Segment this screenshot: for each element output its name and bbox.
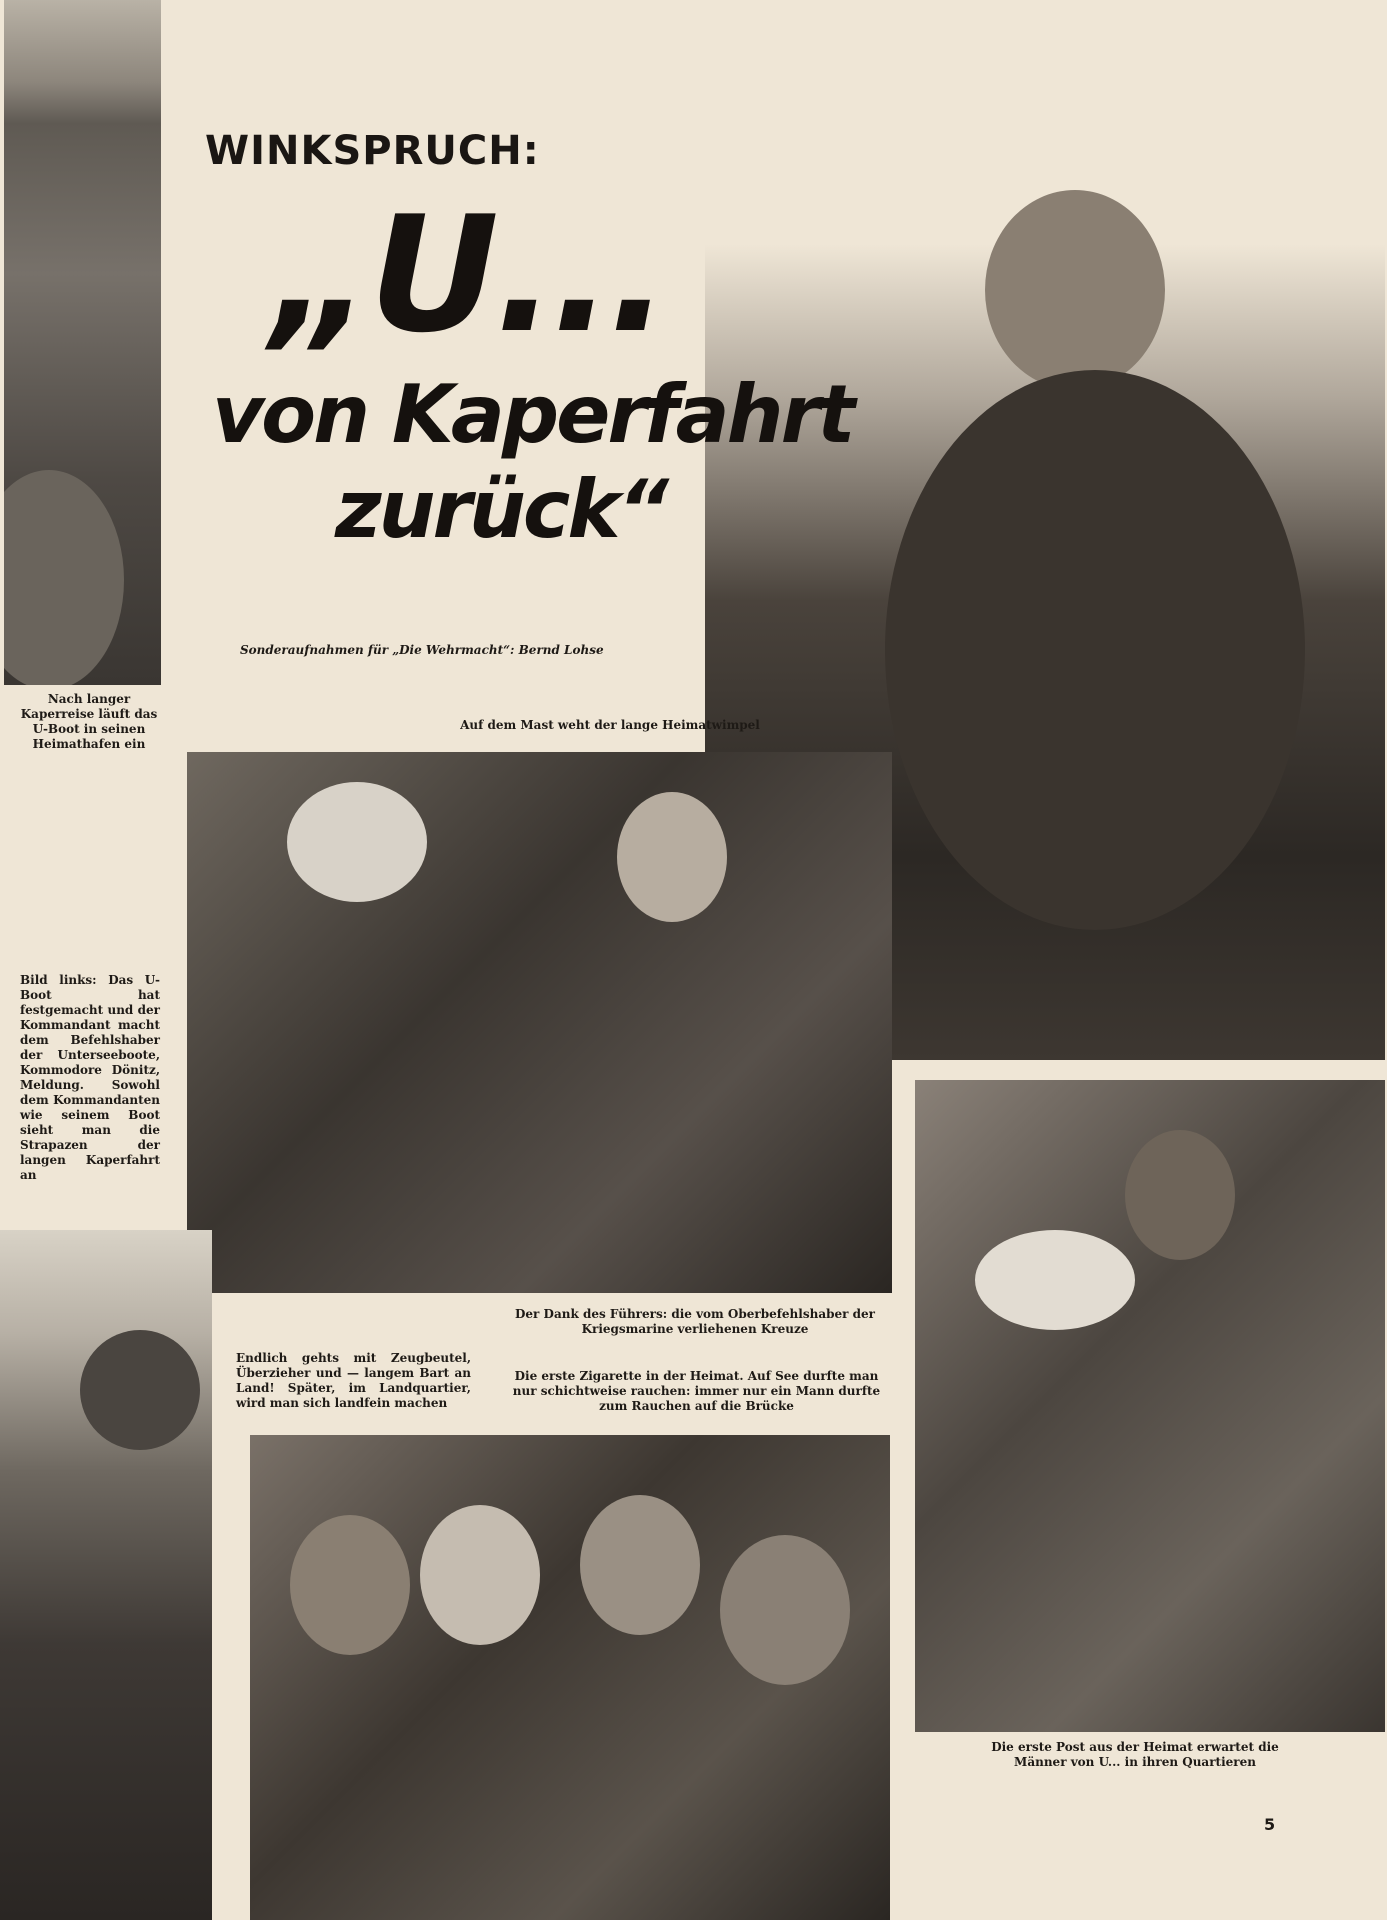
caption-zigarette: Die erste Zigarette in der Heimat. Auf See durfte man nur schichtweise rauchen: immer nur ein Mann durfte zum Rauchen auf die Brücke (512, 1369, 881, 1413)
title-line-2: von Kaperfahrt (212, 368, 853, 461)
caption-left: Bild links: Das U-Boot hat festgemacht und der Kommandant macht dem Befehlshaber der Unterseeboote, Kommodore Dönitz, Meldung. Sowohl dem Kommandanten wie seinem Boot sieht man die Strapazen der langen Kaperfahrt an (20, 973, 160, 1182)
caption-dank: Der Dank des Führers: die vom Oberbefehlshaber der Kriegsmarine verliehenen Kreuze (515, 1307, 875, 1336)
photo-deck-gun (0, 1230, 212, 1920)
title-line-3: zurück“ (335, 463, 667, 556)
photo-credit: Sonderaufnahmen für „Die Wehrmacht“: Bernd Lohse (240, 643, 604, 657)
kicker-heading: WINKSPRUCH: (205, 128, 540, 174)
caption-harbor: Nach langer Kaperreise läuft das U-Boot in seinen Heimathafen ein (20, 692, 158, 751)
caption-zeugbeutel: Endlich gehts mit Zeugbeutel, Überzieher und — langem Bart an Land! Später, im Landquartier, wird man sich landfein machen (236, 1351, 471, 1410)
photo-harbor-uboat (4, 0, 161, 685)
page-number: 5 (1264, 1815, 1276, 1834)
caption-post: Die erste Post aus der Heimat erwartet die Männer von U... in ihren Quartieren (991, 1740, 1279, 1769)
title-line-1: „U... (270, 181, 666, 368)
photo-cigarettes (250, 1435, 890, 1920)
photo-post-letters (915, 1080, 1385, 1732)
photo-commander-meldung (187, 752, 892, 1293)
caption-mast: Auf dem Mast weht der lange Heimatwimpel (460, 718, 760, 732)
